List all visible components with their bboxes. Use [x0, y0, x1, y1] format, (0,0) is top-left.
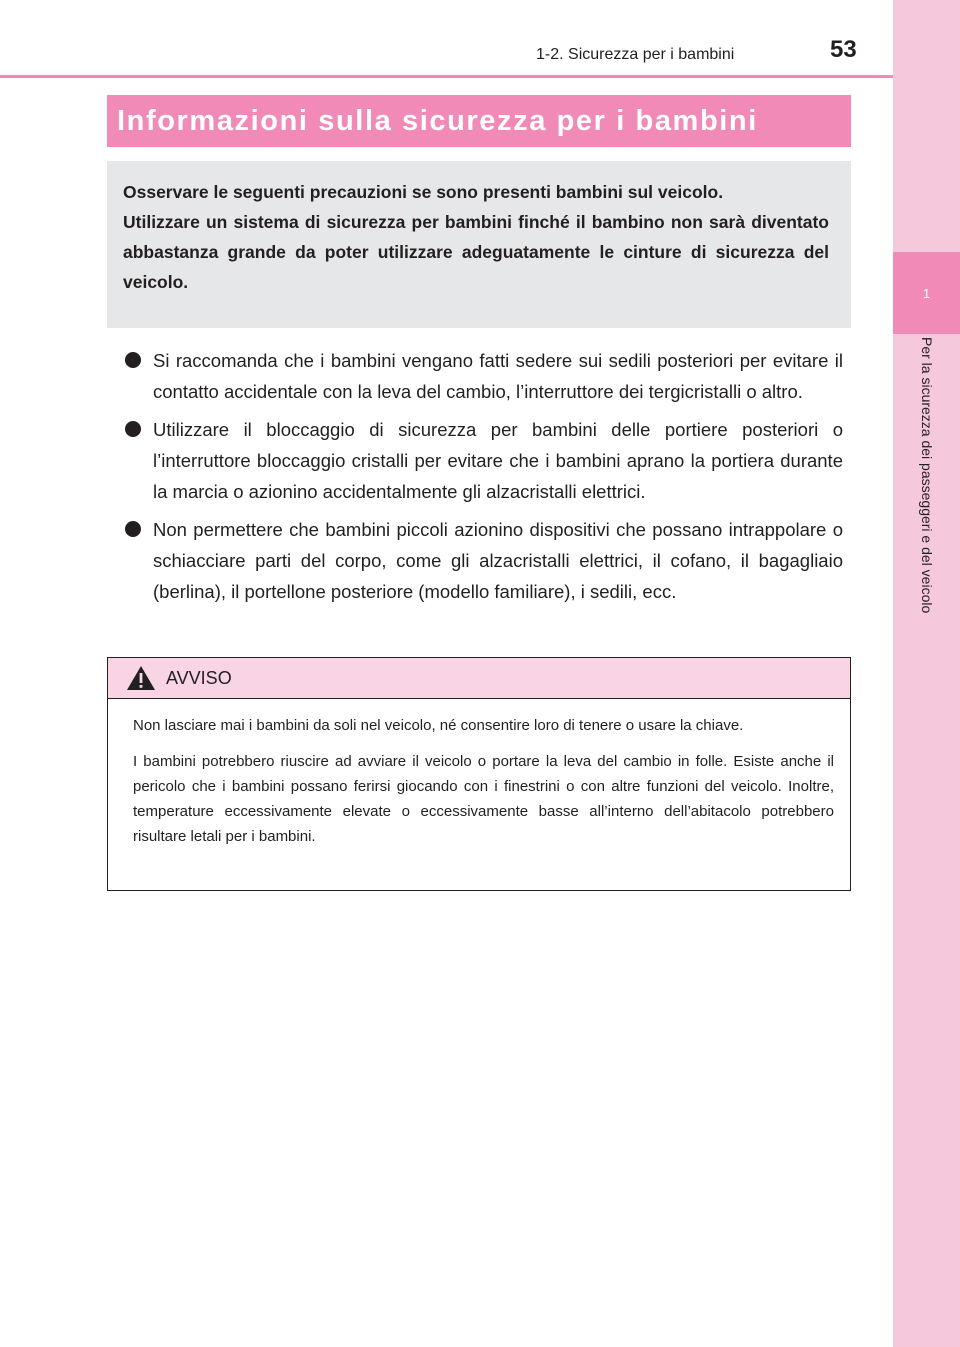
chapter-title-vertical: Per la sicurezza dei passeggeri e del veicolo: [919, 337, 935, 614]
warning-triangle-icon: [126, 665, 156, 691]
bullet-item: [125, 414, 843, 507]
notice-paragraph: Utilizzare un sistema di sicurezza per bambini finché il bambino non sarà diventato abbastanza grande da poter utilizzare adeguatamente le cinture di sicurezza del veicolo.: [123, 212, 829, 292]
warning-label: AVVISO: [166, 667, 232, 688]
bullet-dot-icon: [125, 421, 141, 437]
notice-paragraph: Osservare le seguenti precauzioni se sono presenti bambini sul veicolo.: [123, 182, 724, 202]
bullet-dot-icon: [125, 352, 141, 368]
bullet-list: [125, 345, 843, 614]
bullet-text: Non permettere che bambini piccoli azionino dispositivi che possano intrappolare o schiacciare parti del corpo, come gli alzacristalli elettrici, il cofano, il bagagliaio (berlina), il portellone posteriore (modello familiare), i sedili, ecc.: [153, 519, 843, 602]
warning-paragraph: I bambini potrebbero riuscire ad avviare il veicolo o portare la leva del cambio in folle. Esiste anche il pericolo che i bambini possano ferirsi giocando con i finestrini o con altre funzioni del veicolo. Inoltre, temperature eccessivamente elevate o eccessivamente basse all’interno dell’abitacolo potrebbero risultare letali per i bambini.: [133, 753, 834, 845]
bullet-dot-icon: [125, 521, 141, 537]
warning-paragraph: Non lasciare mai i bambini da soli nel veicolo, né consentire loro di tenere o usare la chiave.: [133, 717, 744, 734]
bullet-item: [125, 514, 843, 607]
chapter-number-tab: 1: [893, 252, 960, 334]
page-number: 53: [830, 36, 857, 63]
bullet-text: Utilizzare il bloccaggio di sicurezza per bambini delle portiere posteriori o l’interruttore bloccaggio cristalli per evitare che i bambini aprano la portiera durante la marcia o azionino accidentalmente gli alzacristalli elettrici.: [153, 419, 843, 502]
warning-box: [107, 657, 851, 891]
section-label: 1-2. Sicurezza per i bambini: [536, 46, 735, 63]
warning-header: [108, 658, 850, 699]
header-rule: [0, 75, 893, 78]
warning-body: [108, 699, 850, 849]
notice-box: [107, 161, 851, 328]
page-title: Informazioni sulla sicurezza per i bambini: [107, 95, 851, 147]
bullet-item: [125, 345, 843, 407]
bullet-text: Si raccomanda che i bambini vengano fatti sedere sui sedili posteriori per evitare il contatto accidentale con la leva del cambio, l’interruttore dei tergicristalli o altro.: [153, 350, 843, 402]
